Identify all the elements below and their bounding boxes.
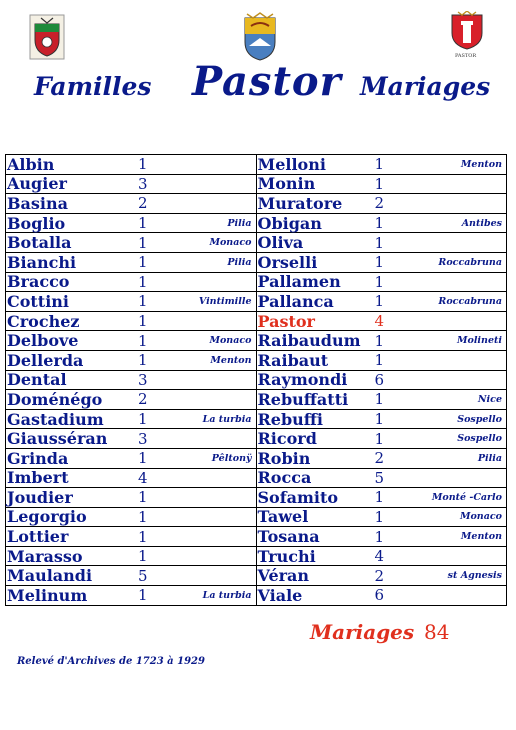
origin-place: La turbia [202, 413, 252, 425]
family-name: Pallamen [257, 272, 341, 292]
right-entry [257, 527, 507, 546]
right-entry [257, 214, 507, 233]
right-cell [256, 233, 507, 253]
table-row [6, 252, 507, 272]
table-row [6, 311, 507, 331]
right-cell [256, 311, 507, 331]
family-name: Tawel [257, 507, 309, 527]
family-name: Crochez [7, 311, 80, 331]
family-name: Rocca [257, 468, 312, 488]
right-cell [256, 194, 507, 214]
marriage-count: 1 [374, 410, 385, 429]
table-row [6, 429, 507, 449]
right-entry [257, 194, 507, 213]
right-cell [256, 527, 507, 547]
table-row [6, 272, 507, 292]
right-cell [256, 252, 507, 272]
family-name: Marasso [7, 546, 83, 566]
marriage-count: 1 [138, 507, 148, 526]
left-entry [6, 331, 256, 350]
families-table [5, 154, 507, 606]
left-entry [6, 547, 256, 566]
origin-place: Monaco [209, 237, 252, 249]
right-entry [257, 429, 507, 448]
marriage-count: 1 [138, 488, 148, 507]
family-name: Basina [7, 193, 68, 213]
family-name: Truchi [257, 546, 316, 566]
origin-place: Roccabruna [438, 295, 502, 307]
right-cell [256, 448, 507, 468]
marriage-count: 2 [374, 194, 385, 213]
left-entry [6, 194, 256, 213]
marriage-count: 1 [374, 214, 385, 233]
right-entry [257, 566, 507, 585]
right-cell [256, 272, 507, 292]
family-name: Delbove [7, 331, 79, 351]
family-name: Melloni [257, 154, 326, 174]
marriage-count: 5 [138, 566, 148, 585]
left-entry [6, 175, 256, 194]
left-entry [6, 292, 256, 311]
left-cell [6, 272, 257, 292]
right-cell [256, 507, 507, 527]
right-entry [257, 155, 507, 174]
left-cell [6, 429, 257, 449]
table-row [6, 194, 507, 214]
family-name: Boglio [7, 213, 66, 233]
marriage-count: 2 [138, 194, 148, 213]
table-row [6, 488, 507, 508]
origin-place: Roccabruna [438, 256, 502, 268]
right-entry [257, 449, 507, 468]
family-name: Obigan [257, 213, 322, 233]
right-cell [256, 546, 507, 566]
family-name: Raibaudum [257, 331, 361, 351]
table-row [6, 409, 507, 429]
family-name: Monin [257, 174, 316, 194]
marriage-count: 1 [374, 488, 385, 507]
right-entry [257, 390, 507, 409]
marriage-count: 1 [374, 292, 385, 311]
marriage-count: 1 [374, 390, 385, 409]
marriage-count: 1 [138, 410, 148, 429]
marriage-count: 1 [374, 233, 385, 252]
origin-place: Pêltonÿ [211, 452, 252, 464]
left-cell [6, 448, 257, 468]
left-entry [6, 390, 256, 409]
left-entry [6, 155, 256, 174]
table-row [6, 213, 507, 233]
marriage-count: 1 [374, 507, 385, 526]
family-name: Muratore [257, 193, 343, 213]
family-name: Robin [257, 448, 311, 468]
table-row [6, 292, 507, 312]
origin-place: st Agnesis [447, 570, 502, 582]
origin-place: Molineti [456, 335, 502, 347]
marriage-count: 6 [374, 370, 385, 389]
marriage-count: 4 [374, 547, 385, 566]
table-row [6, 566, 507, 586]
marriage-count: 1 [138, 331, 148, 350]
right-cell [256, 586, 507, 606]
marriage-count: 1 [138, 233, 148, 252]
right-cell [256, 213, 507, 233]
origin-place: Pilia [477, 452, 502, 464]
family-name: Sofamito [257, 487, 339, 507]
left-cell [6, 507, 257, 527]
right-entry [257, 233, 507, 252]
left-entry [6, 253, 256, 272]
table-row [6, 468, 507, 488]
left-entry [6, 351, 256, 370]
left-entry [6, 312, 256, 331]
marriage-count: 2 [374, 449, 385, 468]
families-heading: Familles [34, 72, 152, 101]
family-name: Albin [7, 154, 55, 174]
left-cell [6, 292, 257, 312]
family-name: Raibaut [257, 350, 329, 370]
right-cell [256, 370, 507, 390]
right-cell [256, 468, 507, 488]
left-cell [6, 155, 257, 175]
origin-place: Vintimille [198, 295, 252, 307]
right-cell [256, 488, 507, 508]
families-table-body [6, 155, 507, 606]
table-row [6, 546, 507, 566]
marriage-count: 1 [374, 253, 385, 272]
family-name: Bracco [7, 272, 70, 292]
right-entry [257, 586, 507, 605]
left-cell [6, 546, 257, 566]
right-entry [257, 351, 507, 370]
left-cell [6, 566, 257, 586]
family-name: Dellerda [7, 350, 84, 370]
family-name: Imbert [7, 468, 69, 488]
marriage-count: 1 [138, 214, 148, 233]
left-cell [6, 174, 257, 194]
origin-place: La turbia [202, 589, 252, 601]
center-coat-of-arms-icon [241, 12, 279, 62]
right-cell [256, 566, 507, 586]
right-cell [256, 292, 507, 312]
left-entry [6, 469, 256, 488]
family-name: Raymondi [257, 370, 348, 390]
family-name: Melinum [7, 585, 88, 605]
family-name: Joudier [7, 487, 73, 507]
marriage-count: 3 [138, 370, 148, 389]
left-entry [6, 488, 256, 507]
right-cell [256, 429, 507, 449]
marriage-count: 1 [138, 586, 148, 605]
marriage-count: 1 [138, 527, 148, 546]
left-entry [6, 429, 256, 448]
right-cell [256, 390, 507, 410]
left-cell [6, 390, 257, 410]
right-crest-caption: PASTOR [455, 53, 477, 59]
left-entry [6, 233, 256, 252]
family-name: Rebuffi [257, 409, 324, 429]
left-entry [6, 508, 256, 527]
right-entry [257, 331, 507, 350]
marriage-count: 5 [374, 468, 385, 487]
marriage-count: 1 [374, 272, 385, 291]
family-name: Rebuffatti [257, 389, 349, 409]
origin-place: Antibes [461, 217, 502, 229]
table-row [6, 155, 507, 175]
left-cell [6, 233, 257, 253]
left-entry [6, 214, 256, 233]
marriage-count: 1 [138, 312, 148, 331]
marriage-count: 1 [138, 547, 148, 566]
family-name: Doménégo [7, 389, 103, 409]
marriage-count: 1 [374, 527, 385, 546]
table-row [6, 586, 507, 606]
right-entry [257, 273, 507, 292]
family-name: Legorgio [7, 507, 87, 527]
marriage-count: 1 [374, 351, 385, 370]
table-row [6, 350, 507, 370]
table-row [6, 448, 507, 468]
left-entry [6, 410, 256, 429]
origin-place: Menton [210, 354, 252, 366]
right-cell [256, 409, 507, 429]
origin-place: Monté -Carlo [431, 491, 502, 503]
family-name: Ricord [257, 429, 317, 449]
family-name: Cottini [7, 291, 69, 311]
right-cell [256, 174, 507, 194]
right-entry [257, 312, 507, 331]
total-label: Mariages [310, 620, 415, 644]
marriage-count: 3 [138, 174, 148, 193]
left-entry [6, 273, 256, 292]
family-name: Gastadium [7, 409, 104, 429]
right-entry [257, 292, 507, 311]
family-name: Tosana [257, 527, 320, 547]
marriage-count: 2 [138, 390, 148, 409]
family-name: Botalla [7, 233, 72, 253]
page-title: Pastor [192, 58, 342, 105]
left-cell [6, 468, 257, 488]
table-row [6, 233, 507, 253]
family-name: Augier [7, 174, 67, 194]
right-cell [256, 155, 507, 175]
right-coat-of-arms-icon [450, 11, 484, 51]
family-name: Pallanca [257, 291, 334, 311]
marriages-heading: Mariages [360, 72, 491, 101]
left-cell [6, 350, 257, 370]
family-name: Bianchi [7, 252, 77, 272]
origin-place: Monaco [459, 511, 502, 523]
table-row [6, 507, 507, 527]
marriage-count: 1 [374, 429, 385, 448]
family-name: Véran [257, 566, 310, 586]
right-entry [257, 547, 507, 566]
left-coat-of-arms-icon [29, 14, 65, 60]
origin-place: Menton [460, 531, 502, 543]
family-name: Oliva [257, 233, 304, 253]
left-cell [6, 252, 257, 272]
origin-place: Nice [477, 393, 502, 405]
marriage-count: 1 [138, 292, 148, 311]
left-entry [6, 586, 256, 605]
marriage-count: 6 [374, 586, 385, 605]
marriage-count: 1 [138, 351, 148, 370]
marriage-count: 1 [138, 155, 148, 174]
table-row [6, 331, 507, 351]
right-cell [256, 350, 507, 370]
origin-place: Sospello [457, 413, 502, 425]
total-count: 84 [424, 620, 450, 644]
marriage-count: 1 [374, 174, 385, 193]
left-cell [6, 527, 257, 547]
marriage-count: 1 [138, 253, 148, 272]
table-row [6, 390, 507, 410]
left-cell [6, 331, 257, 351]
left-entry [6, 566, 256, 585]
marriage-count: 4 [374, 312, 385, 331]
left-cell [6, 194, 257, 214]
right-cell [256, 331, 507, 351]
origin-place: Menton [460, 158, 502, 170]
marriage-count: 1 [374, 331, 385, 350]
right-entry [257, 469, 507, 488]
left-cell [6, 586, 257, 606]
family-name: Grinda [7, 448, 69, 468]
right-entry [257, 508, 507, 527]
table-row [6, 527, 507, 547]
family-name: Lottier [7, 527, 69, 547]
left-cell [6, 311, 257, 331]
origin-place: Pilia [227, 217, 252, 229]
right-entry [257, 371, 507, 390]
table-row [6, 370, 507, 390]
left-cell [6, 488, 257, 508]
left-cell [6, 213, 257, 233]
archive-note: Relevé d'Archives de 1723 à 1929 [17, 656, 205, 667]
left-entry [6, 527, 256, 546]
family-name: Orselli [257, 252, 318, 272]
marriage-count: 1 [138, 272, 148, 291]
family-name: Viale [257, 585, 303, 605]
left-entry [6, 371, 256, 390]
marriage-count: 3 [138, 429, 148, 448]
left-cell [6, 409, 257, 429]
family-name: Giausséran [7, 429, 108, 449]
right-entry [257, 488, 507, 507]
right-entry [257, 253, 507, 272]
left-entry [6, 449, 256, 468]
family-name: Pastor [257, 311, 315, 331]
origin-place: Pilia [227, 256, 252, 268]
origin-place: Monaco [209, 335, 252, 347]
origin-place: Sospello [457, 433, 502, 445]
marriage-count: 1 [374, 155, 385, 174]
marriage-count: 2 [374, 566, 385, 585]
right-entry [257, 410, 507, 429]
family-name: Dental [7, 370, 67, 390]
marriage-count: 4 [138, 468, 148, 487]
table-row [6, 174, 507, 194]
left-cell [6, 370, 257, 390]
right-entry [257, 175, 507, 194]
family-name: Maulandi [7, 566, 93, 586]
marriage-count: 1 [138, 449, 148, 468]
